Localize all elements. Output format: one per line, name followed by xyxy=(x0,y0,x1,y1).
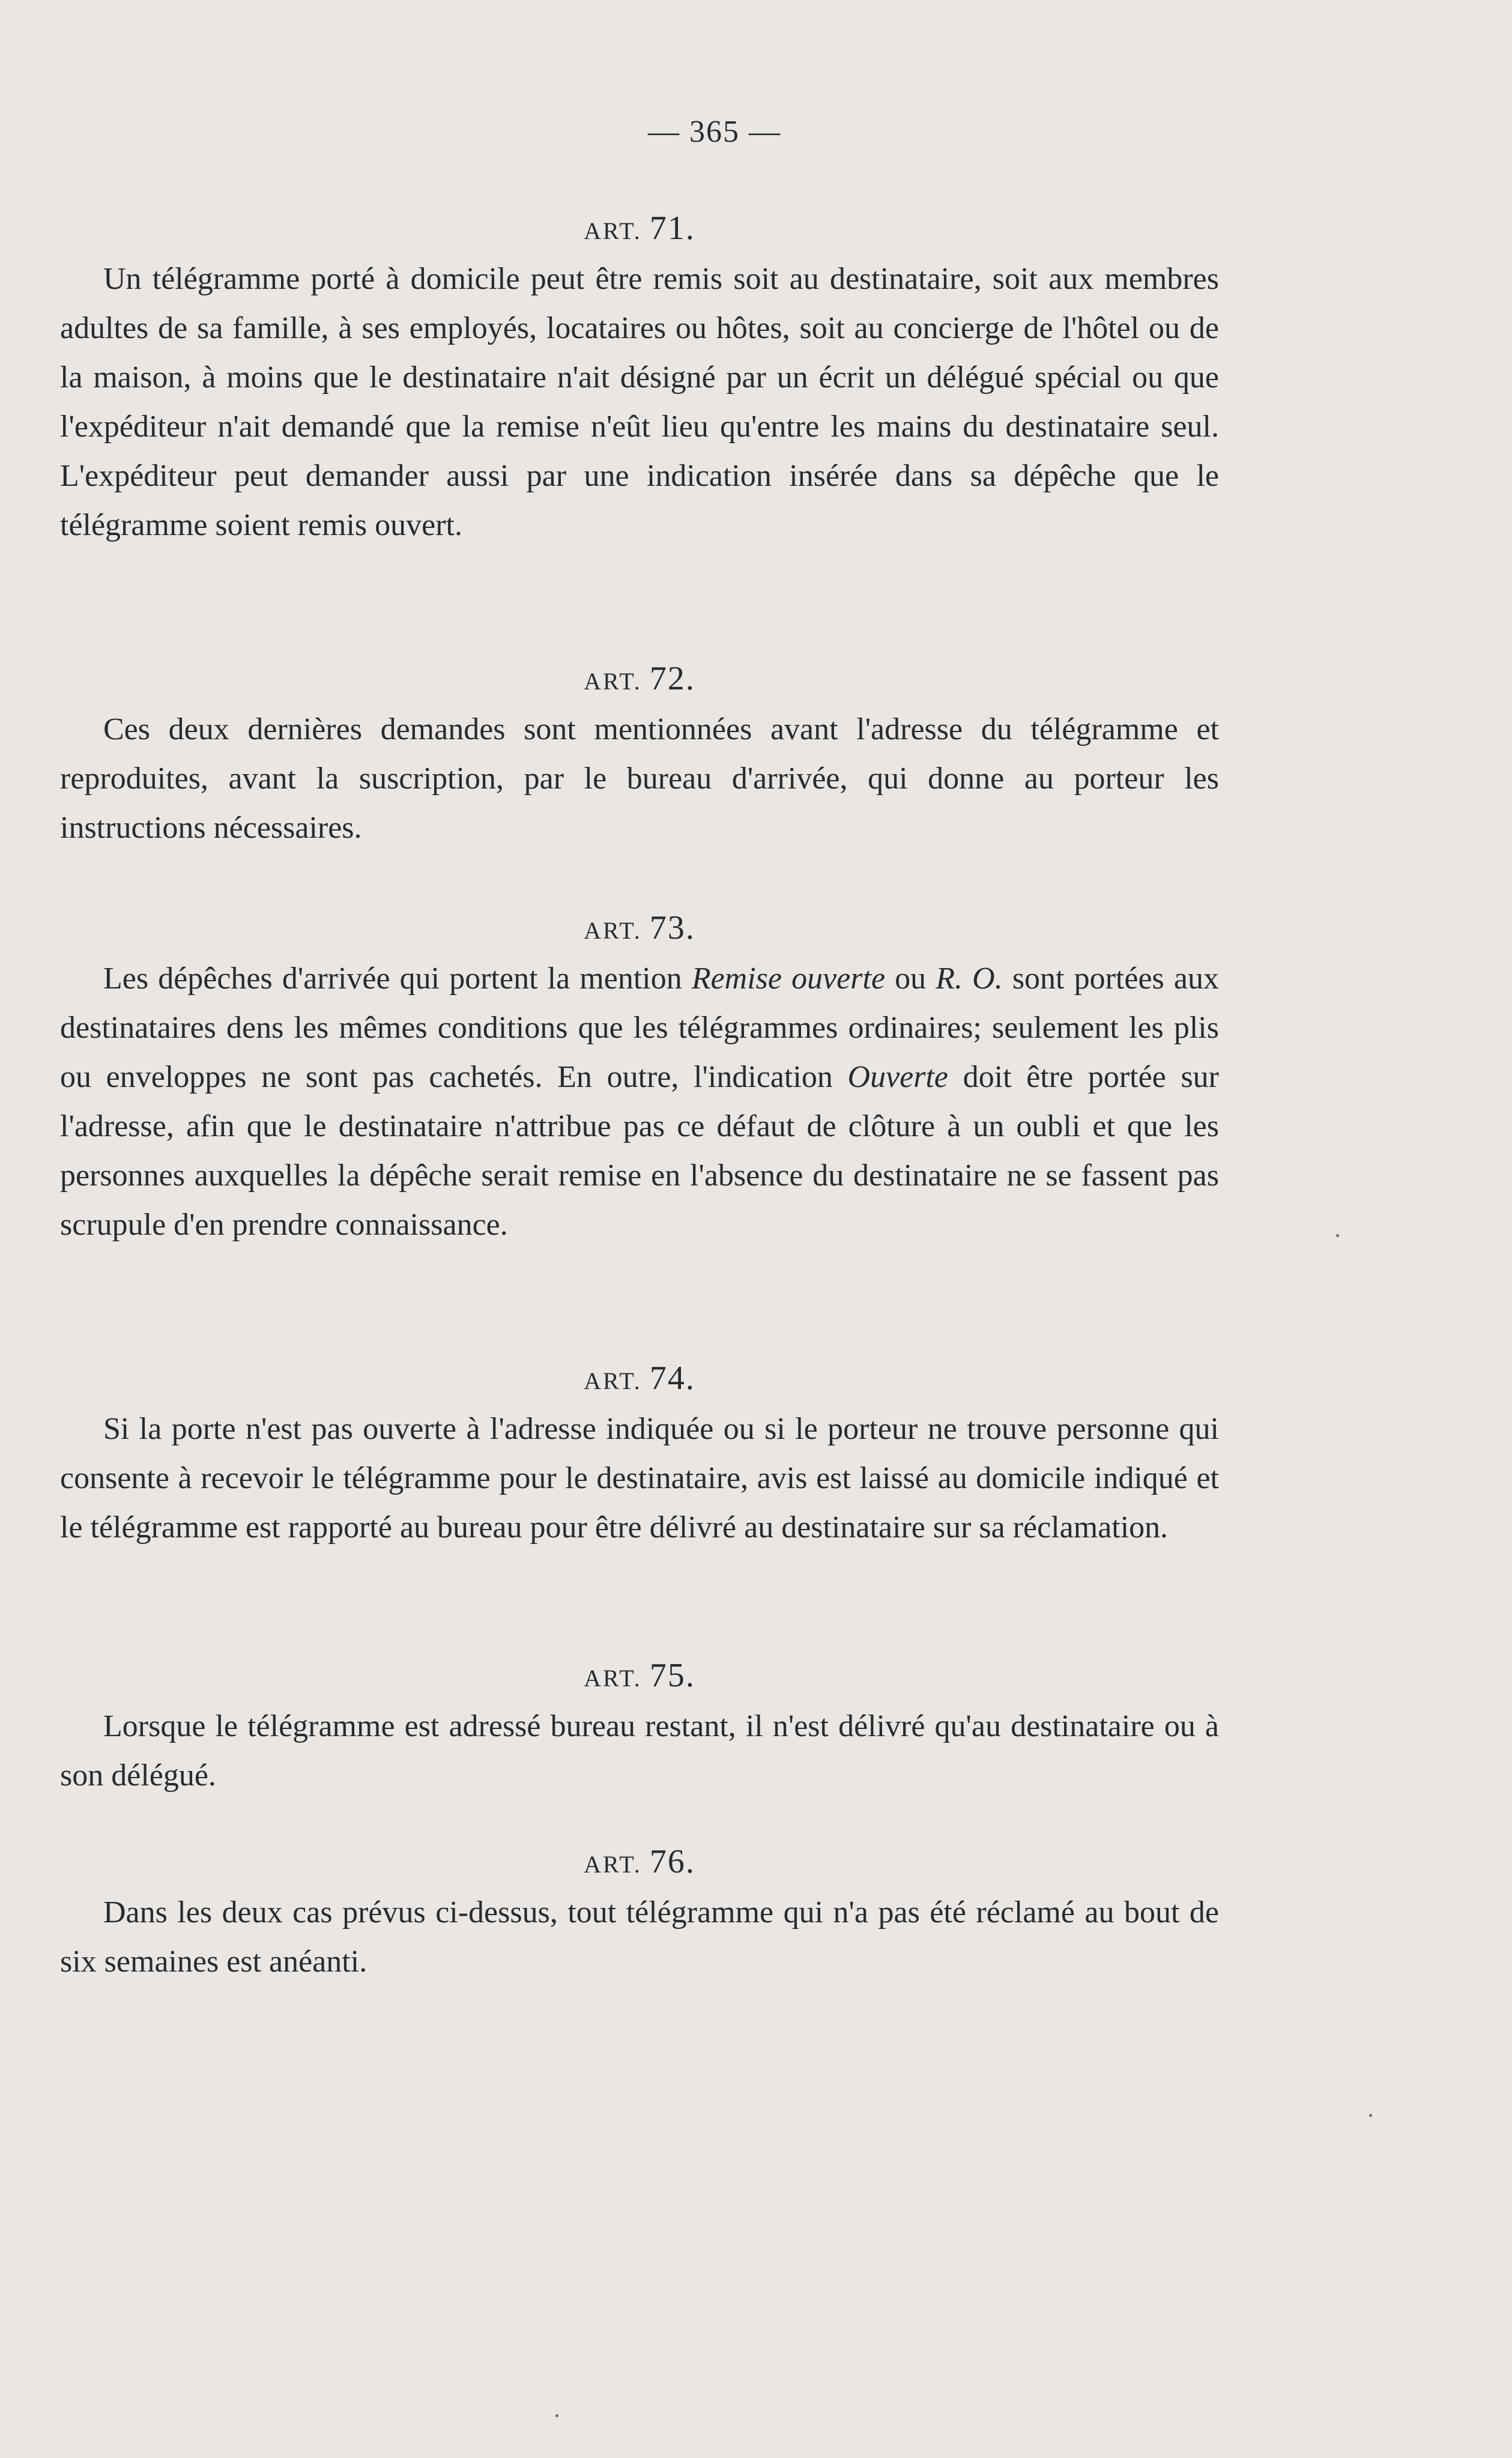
article-text xyxy=(60,954,1219,1250)
article-text: Lorsque le télégramme est adressé bureau restant, il n'est délivré qu'au destinataire ou à son délégué. xyxy=(60,1709,1219,1793)
paper-speck xyxy=(1369,2114,1372,2117)
article-text-part: sont portées aux destinataires dens les mêmes conditions que les télégrammes ordinaires; seulement les plis ou enveloppes ne sont pas cachetés. En outre, l'indication xyxy=(60,961,1219,1094)
article-text-part: doit être portée sur l'adresse, afin que le destinataire n'attribue pas ce défaut de clôture à un oubli et que les personnes auxquelles la dépêche serait remise en l'absence du destinataire ne se fassent pas scrupule d'en prendre connaissance. xyxy=(60,1060,1220,1242)
article-text: Ces deux dernières demandes sont mentionnées avant l'adresse du télégramme et reproduites, avant la suscription, par le bureau d'arrivée, qui donne au porteur les instructions nécessaires. xyxy=(60,712,1219,845)
article-heading xyxy=(60,1354,1219,1402)
article-label: ART. xyxy=(584,217,642,244)
article-number: 73. xyxy=(649,909,695,946)
article-label: ART. xyxy=(584,1665,642,1692)
article-heading xyxy=(60,655,1219,703)
article-heading xyxy=(60,1651,1219,1700)
article-number: 75. xyxy=(649,1657,695,1694)
article-71 xyxy=(60,204,1219,550)
article-72 xyxy=(60,655,1219,853)
article-text-part: Les dépêches d'arrivée qui portent la mention xyxy=(103,961,692,996)
article-label: ART. xyxy=(584,668,642,695)
article-text: Un télégramme porté à domicile peut être remis soit au destinataire, soit aux membres adultes de sa famille, à ses employés, locataires ou hôtes, soit au concierge de l'hôtel ou de la maison, à moins que le destinataire n'ait désigné par un écrit un délégué spécial ou que l'expéditeur n'ait demandé que la remise n'eût lieu qu'entre les mains du destinataire seul. L'expéditeur peut demander aussi par une indication insérée dans sa dépêche que le télégramme soient remis ouvert. xyxy=(60,262,1219,542)
page-number: — 365 — xyxy=(648,115,781,149)
italic-term-remise-ouverte: Remise ouverte xyxy=(691,961,886,996)
article-number: 72. xyxy=(649,660,695,697)
article-75 xyxy=(60,1651,1219,1800)
article-label: ART. xyxy=(584,1367,642,1394)
article-heading xyxy=(60,1838,1219,1886)
article-74 xyxy=(60,1354,1219,1552)
article-number: 76. xyxy=(649,1843,695,1880)
italic-term-ouverte: Ouverte xyxy=(847,1060,949,1094)
paper-speck xyxy=(1336,1234,1339,1237)
article-heading xyxy=(60,904,1219,952)
italic-term-r-o: R. O. xyxy=(936,961,1003,996)
article-text: Si la porte n'est pas ouverte à l'adresse indiquée ou si le porteur ne trouve personne qui consente à recevoir le télégramme pour le destinataire, avis est laissé au domicile indiqué et le télégramme est rapporté au bureau pour être délivré au destinataire sur sa réclamation. xyxy=(60,1412,1219,1545)
article-number: 74. xyxy=(649,1360,695,1397)
article-label: ART. xyxy=(584,1851,642,1878)
article-76 xyxy=(60,1838,1219,1987)
article-73 xyxy=(60,904,1219,1250)
article-text: Dans les deux cas prévus ci-dessus, tout télégramme qui n'a pas été réclamé au bout de six semaines est anéanti. xyxy=(60,1895,1219,1979)
paper-speck xyxy=(555,2414,558,2417)
article-text-part: ou xyxy=(885,961,936,996)
article-label: ART. xyxy=(584,917,642,944)
article-number: 71. xyxy=(649,210,695,247)
article-heading xyxy=(60,204,1219,252)
